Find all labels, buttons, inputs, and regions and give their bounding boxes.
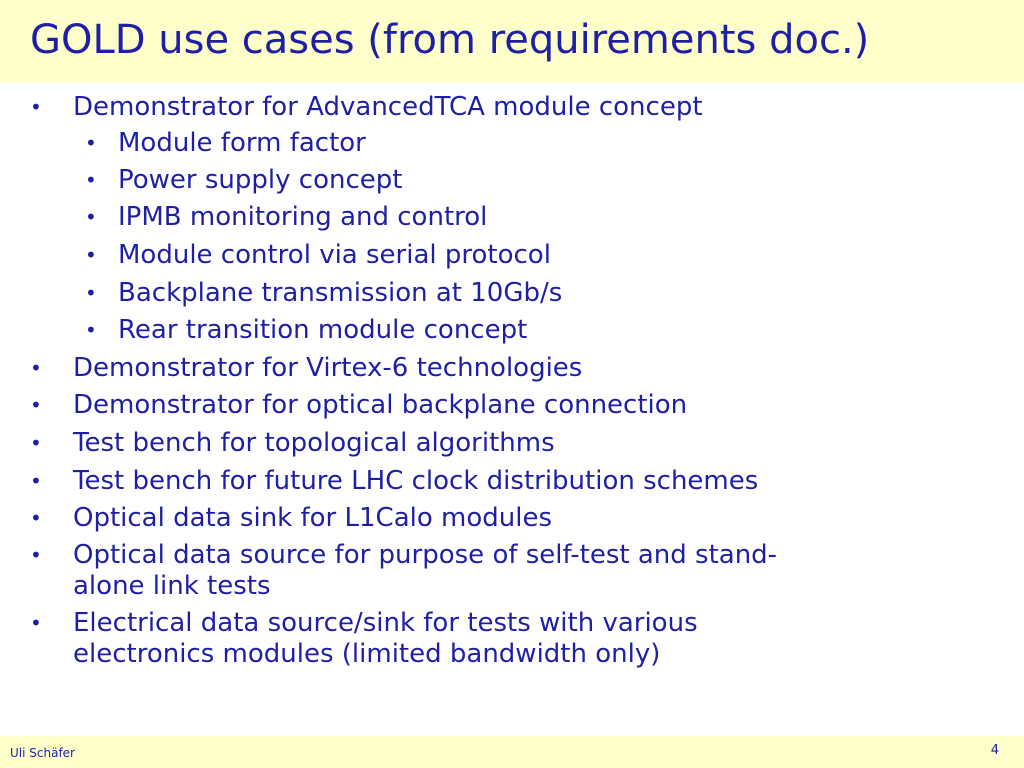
- bullet-icon: •: [85, 281, 97, 305]
- sub-bullet-text: Rear transition module concept: [118, 315, 528, 345]
- bullet-text: Electrical data source/sink for tests with various: [73, 608, 698, 638]
- slide-content: [0, 88, 1024, 728]
- bullet-text: Demonstrator for optical backplane connection: [73, 390, 688, 420]
- bullet-icon: •: [30, 543, 42, 567]
- footer-author: Uli Schäfer: [10, 746, 75, 760]
- bullet-icon: •: [85, 131, 97, 155]
- bullet-icon: •: [85, 168, 97, 192]
- bullet-text: Demonstrator for Virtex-6 technologies: [73, 353, 583, 383]
- page-number: 4: [990, 743, 999, 758]
- bullet-icon: •: [85, 243, 97, 267]
- bullet-icon: •: [30, 356, 42, 380]
- bullet-icon: •: [85, 318, 97, 342]
- bullet-icon: •: [85, 205, 97, 229]
- bullet-icon: •: [30, 469, 42, 493]
- bullet-icon: •: [30, 393, 42, 417]
- title-bar: [0, 0, 1024, 82]
- bullet-icon: •: [30, 611, 42, 635]
- footer-bar: [0, 736, 1024, 768]
- bullet-icon: •: [30, 431, 42, 455]
- bullet-text-continuation: electronics modules (limited bandwidth only): [73, 639, 661, 669]
- bullet-text: Test bench for topological algorithms: [73, 428, 555, 458]
- bullet-icon: •: [30, 95, 42, 119]
- bullet-text-continuation: alone link tests: [73, 571, 271, 601]
- bullet-text: Optical data source for purpose of self-test and stand-: [73, 540, 778, 570]
- bullet-text: Demonstrator for AdvancedTCA module concept: [73, 92, 703, 122]
- slide-title: GOLD use cases (from requirements doc.): [30, 17, 870, 63]
- sub-bullet-text: Module form factor: [118, 128, 366, 158]
- sub-bullet-text: Power supply concept: [118, 165, 403, 195]
- bullet-text: Test bench for future LHC clock distribution schemes: [73, 466, 759, 496]
- bullet-text: Optical data sink for L1Calo modules: [73, 503, 553, 533]
- sub-bullet-text: Module control via serial protocol: [118, 240, 551, 270]
- sub-bullet-text: IPMB monitoring and control: [118, 202, 488, 232]
- sub-bullet-text: Backplane transmission at 10Gb/s: [118, 278, 563, 308]
- bullet-icon: •: [30, 506, 42, 530]
